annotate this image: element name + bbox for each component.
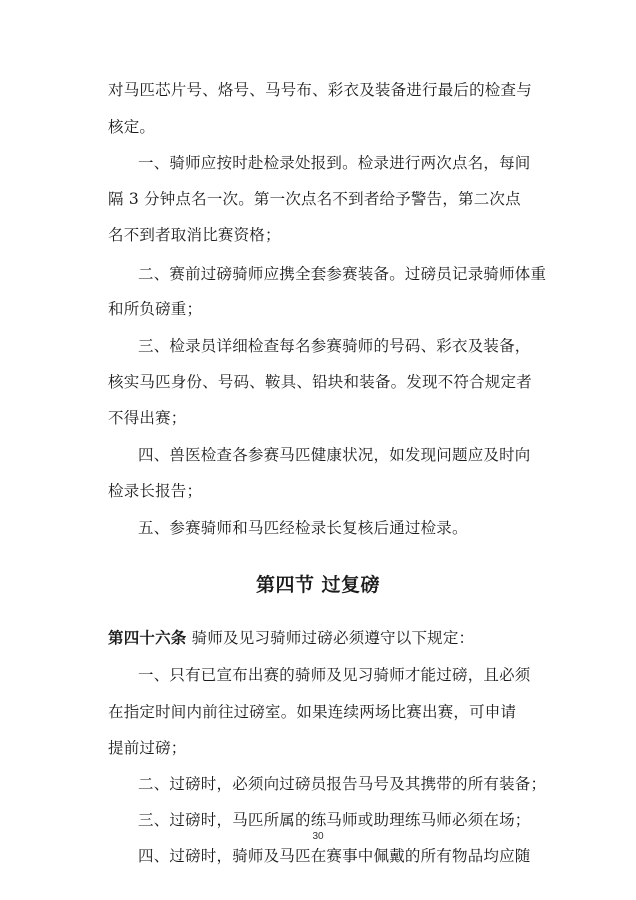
article-intro: 骑师及见习骑师过磅必须遵守以下规定： xyxy=(186,629,475,647)
paragraph-line: 检录长报告； xyxy=(108,482,203,500)
paragraph-line: 一、骑师应按时赴检录处报到。检录进行两次点名，每间 xyxy=(138,154,531,172)
paragraph-line: 对马匹芯片号、烙号、马号布、彩衣及装备进行最后的检查与 xyxy=(108,81,532,99)
article-number: 第四十六条 xyxy=(108,629,187,647)
paragraph-line: 名不到者取消比赛资格； xyxy=(108,226,281,244)
paragraph-line: 核定。 xyxy=(108,118,156,136)
article-line: 提前过磅； xyxy=(108,739,187,757)
page-number: 30 xyxy=(312,831,324,842)
article-line: 在指定时间内前往过磅室。如果连续两场比赛出赛，可申请 xyxy=(108,703,517,721)
article-line: 一、只有已宣布出赛的骑师及见习骑师才能过磅，且必须 xyxy=(138,666,531,684)
article-line: 四、过磅时，骑师及马匹在赛事中佩戴的所有物品均应随 xyxy=(138,847,531,865)
paragraph-line: 四、兽医检查各参赛马匹健康状况，如发现问题应及时向 xyxy=(138,446,531,464)
paragraph-line: 三、检录员详细检查每名参赛骑师的号码、彩衣及装备， xyxy=(138,337,531,355)
paragraph-line: 和所负磅重； xyxy=(108,300,203,318)
paragraph-line: 五、参赛骑师和马匹经检录长复核后通过检录。 xyxy=(138,519,468,537)
paragraph-line: 隔 3 分钟点名一次。第一次点名不到者给予警告，第二次点 xyxy=(108,190,521,208)
article-line: 三、过磅时，马匹所属的练马师或助理练马师必须在场； xyxy=(138,811,531,829)
paragraph-line: 不得出赛； xyxy=(108,409,187,427)
article-heading xyxy=(108,628,474,648)
section-title: 第四节 过复磅 xyxy=(255,574,381,596)
paragraph-line: 核实马匹身份、号码、鞍具、铅块和装备。发现不符合规定者 xyxy=(108,373,532,391)
article-line: 二、过磅时，必须向过磅员报告马号及其携带的所有装备； xyxy=(138,775,547,793)
paragraph-line: 二、赛前过磅骑师应携全套参赛装备。过磅员记录骑师体重 xyxy=(138,265,547,283)
